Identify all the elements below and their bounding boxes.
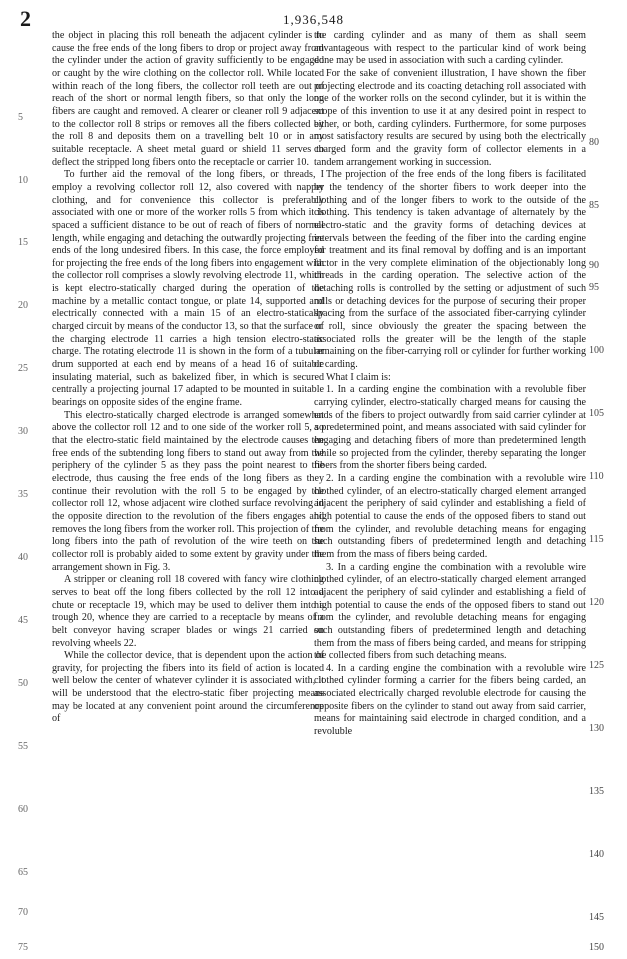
line-number: 85 bbox=[589, 200, 599, 211]
claim: 1. In a carding engine the combination with a revoluble fiber carrying cylinder, electro-statically charged means for causing the ends of the fibers to project outwardly from said carrier cylinder at a predetermined point, and means associated with said cylinder for engaging and detaching fibers of more than predetermined length while so projected from the cylinder, thereby separating the longer fibers from the shorter fibers being carded. bbox=[314, 384, 586, 472]
line-number: 95 bbox=[589, 282, 599, 293]
paragraph: A stripper or cleaning roll 18 covered with fancy wire clothing serves to beat off the long fibers collected by the roll 12 into a chute or receptacle 19, which may be used to deliver them into a trough 20, whence they are carried to a receptacle by means of a belt conveyor having scraper blades or wings 21 carried on revolving wheels 22. bbox=[52, 574, 324, 649]
claim: 4. In a carding engine the combination with a revoluble wire clothed cylinder forming a carrier for the fibers being carded, an associated electrically charged revoluble electrode for causing the opposite fibers on the cylinder to stand out away from said carrier, means for maintaining said electrode in charged condition, and a revoluble bbox=[314, 662, 586, 738]
line-number: 120 bbox=[589, 597, 604, 608]
line-number: 130 bbox=[589, 723, 604, 734]
paragraph: The projection of the free ends of the long fibers is facilitated by the tendency of the shorter fibers to work deeper into the clothing and of the longer fibers to work to the outside of the clothing. This tendency is taken advantage of alternately by the electro-static and the gravity forms of detaching devices at intervals between the feeding of the fiber into the carding engine for treatment and its final removal by doffing and is an important factor in the very complete elimination of the objectionably long threads in the carding operation. The selective action of the detaching rolls is controlled by the setting or adjustment of such rolls or detaching devices for the purpose of securing their proper spacing from the surface of the associated fiber-carrying cylinder or roll, since obviously the greater the spacing between the associated rolls the greater will be the length of the staple remaining on the fiber-carrying roll or cylinder for further working or carding. bbox=[314, 169, 586, 371]
paragraph: For the sake of convenient illustration, I have shown the fiber projecting electrode and its coacting detaching roll associated with one of the worker rolls on the second cylinder, but it is within the scope of this invention to use it at any desired point in respect to either, or both, carding cylinders. Furthermore, for some purposes most satisfactory results are secured by using both the electrically charged form and the gravity form of collector elements in a tandem arrangement working in succession. bbox=[314, 67, 586, 168]
line-number: 20 bbox=[18, 300, 28, 311]
line-number: 150 bbox=[589, 942, 604, 953]
line-number: 5 bbox=[18, 112, 23, 123]
line-number: 65 bbox=[18, 867, 28, 878]
line-number: 70 bbox=[18, 907, 28, 918]
line-number: 40 bbox=[18, 552, 28, 563]
line-number: 110 bbox=[589, 471, 604, 482]
claim: 3. In a carding engine the combination with a revoluble wire clothed cylinder, of an electro-statically charged element arranged adjacent the periphery of said cylinder and establishing a field of high potential to cause the ends of the opposed fibers to stand out from the cylinder, and revoluble detaching means for engaging such outstanding fibers of predetermined length and detaching them from the mass of fibers being carded, and means for stripping the collected fibers from such detaching means. bbox=[314, 561, 586, 662]
line-number: 115 bbox=[589, 534, 604, 545]
line-number: 25 bbox=[18, 363, 28, 374]
line-number: 60 bbox=[18, 804, 28, 815]
left-column bbox=[52, 30, 324, 726]
line-number: 135 bbox=[589, 786, 604, 797]
line-number: 10 bbox=[18, 175, 28, 186]
line-number: 35 bbox=[18, 489, 28, 500]
claims-heading: What I claim is: bbox=[326, 371, 391, 383]
claim: 2. In a carding engine the combination with a revoluble wire clothed cylinder, of an electro-statically charged element arranged adjacent the periphery of said cylinder and establishing a field of high potential to cause the ends of the opposed fibers to stand out from the cylinder, and revoluble detaching means for engaging such outstanding fibers of predetermined length and detaching them from the mass of fibers being carded. bbox=[314, 472, 586, 560]
line-number: 105 bbox=[589, 408, 604, 419]
line-number: 140 bbox=[589, 849, 604, 860]
line-number: 90 bbox=[589, 260, 599, 271]
right-column bbox=[314, 30, 586, 739]
line-number: 55 bbox=[18, 741, 28, 752]
line-number: 100 bbox=[589, 345, 604, 356]
line-number: 80 bbox=[589, 137, 599, 148]
line-number: 50 bbox=[18, 678, 28, 689]
paragraph: To further aid the removal of the long fibers, or threads, I employ a revolving collector roll 12, also covered with napper clothing, and for convenience this collector is preferably associated with one or more of the worker rolls 5 from which it is spaced a sufficient distance to be out of reach of fibers of normal length, while engaging and detaching the outwardly projecting free ends of the long undesired fibers. In this case, the force employed for projecting the free ends of the long fibers into engagement with the collector roll comprises a slowly revolving electrode 11, which is kept electro-statically charged during the operation of the machine by a metallic contact tongue, or plate 14, supported and electrically connected with a main 15 of an electro-statically charged circuit by means of the conductor 13, so that the surface of the charging electrode 11 carries a high tension electro-static charge. The rotating electrode 11 is shown in the form of a tubular drum supported at each end by means of a head 16 of suitable insulating material, such as bakelized fiber, in which is secured centrally a projecting journal 17 adapted to be mounted in suitable bearings on opposite sides of the engine frame. bbox=[52, 169, 324, 409]
patent-number: 1,936,548 bbox=[283, 12, 344, 27]
line-number: 125 bbox=[589, 660, 604, 671]
paragraph: This electro-statically charged electrode is arranged somewhat above the collector roll 12 and to one side of the worker roll 5, so that the electro-static field maintained by the electrode causes the free ends of the subtending long fibers to stand out away from the periphery of the cylinder 5 as they pass the point nearest to the electrode, thus causing the free ends of the long fibers as they continue their revolution with the roll 5 to be engaged by the collector roll 12, whose adjacent wire clothed surface revolving in the opposite direction to the revolution of the fibers engages and removes the long fibers from the worker roll. This projection of the long fibers into the path of revolution of the wire teeth on the collector roll is probably aided to some extent by gravity under the arrangement shown in Fig. 3. bbox=[52, 409, 324, 573]
page-number: 2 bbox=[20, 6, 31, 31]
paragraph: the carding cylinder and as many of them as shall seem advantageous with respect to the particular kind of work being done may be used in association with such a carding cylinder. bbox=[314, 30, 586, 67]
line-number: 45 bbox=[18, 615, 28, 626]
line-number: 30 bbox=[18, 426, 28, 437]
paragraph: While the collector device, that is dependent upon the action of gravity, for projecting the fibers into its field of action is located well below the center of whatever cylinder it is associated with, it will be understood that the electro-static fiber projecting means may be located at any convenient point around the circumference of bbox=[52, 650, 324, 725]
line-number: 75 bbox=[18, 942, 28, 953]
line-number: 145 bbox=[589, 912, 604, 923]
paragraph: the object in placing this roll beneath the adjacent cylinder is to cause the free ends of the long fibers to drop or project away from the cylinder under the action of gravity sufficiently to be engaged or caught by the wire clothing on the collector roll. While located within reach of the long fibers, the collector roll teeth are out of reach of the short or normal length fibers, so that only the long fibers are caught and removed. A clearer or cleaner roll 9 adjacent to the collector roll 8 strips or removes all the fibers collected by the roll 8 and deposits them on a travelling belt 10 or in any suitable receptacle. A sheet metal guard or shield 11 serves to deflect the stripped long fibers onto the receptacle or carrier 10. bbox=[52, 30, 324, 168]
line-number: 15 bbox=[18, 237, 28, 248]
